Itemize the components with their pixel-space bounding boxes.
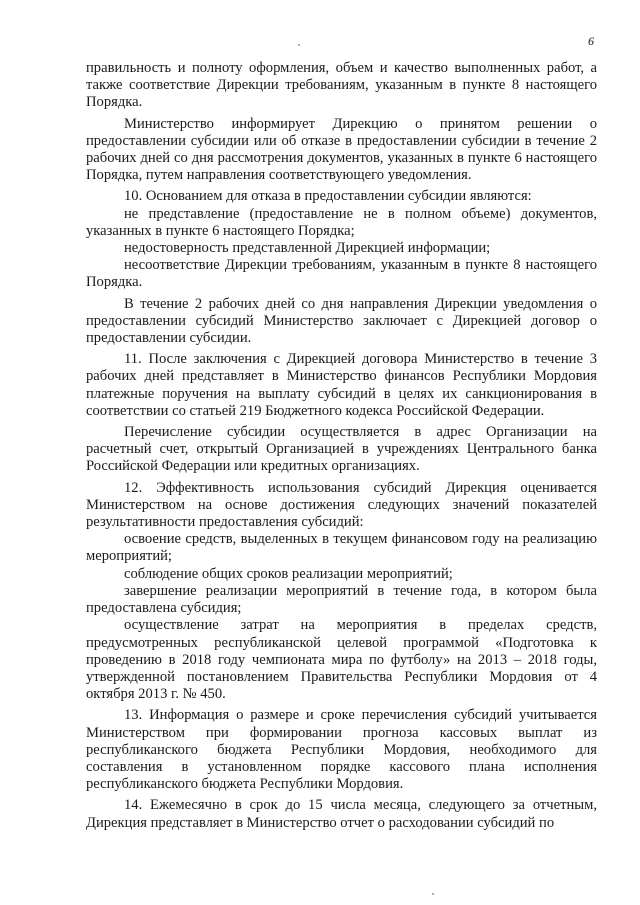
paragraph-item-10: 10. Основанием для отказа в предоставлении субсидии являются: (124, 188, 532, 205)
paragraph: освоение средств, выделенных в текущем финансовом году на реализацию мероприятий; (86, 531, 597, 565)
page-number: 6 (588, 34, 594, 48)
paragraph: Перечисление субсидии осуществляется в адрес Организации на расчетный счет, открытый Организацией в учреждениях Центрального банка Российской Федерации или кредитных организациях. (86, 424, 597, 475)
document-body (86, 60, 597, 836)
paragraph-item-14: 14. Ежемесячно в срок до 15 числа месяца, следующего за отчетным, Дирекция представляет в Министерство отчет о расходовании субсидий по (86, 797, 597, 831)
paragraph: несоответствие Дирекции требованиям, указанным в пункте 8 настоящего Порядка. (86, 257, 597, 291)
paragraph: недостоверность представленной Дирекцией информации; (124, 240, 491, 257)
paragraph: соблюдение общих сроков реализации мероприятий; (124, 565, 453, 582)
paragraph-item-11: 11. После заключения с Дирекцией договора Министерство в течение 3 рабочих дней представляет в Министерство финансов Республики Мордовия платежные поручения на выплату субсидий в целях их санкционирования в соответствии со статьей 219 Бюджетного кодекса Российской Федерации. (86, 351, 597, 419)
scan-speck (432, 893, 434, 895)
paragraph-item-12: 12. Эффективность использования субсидий Дирекция оценивается Министерством на основе достижения следующих значений показателей результативности предоставления субсидий: (86, 479, 597, 531)
paragraph: В течение 2 рабочих дней со дня направления Дирекции уведомления о предоставлении субсидий Министерство заключает с Дирекцией договор о предоставлении субсидии. (86, 295, 597, 347)
paragraph: осуществление затрат на мероприятия в пределах средств, предусмотренных республиканской целевой программой «Подготовка к проведению в 2018 году чемпионата мира по футболу» на 2013 – 2018 годы, утвержденной постановлением Правительства Республики Мордовия от 4 октября 2013 г. № 450. (86, 617, 597, 703)
paragraph-continued: правильность и полноту оформления, объем и качество выполненных работ, а также соответствие Дирекции требованиям, указанным в пункте 8 настоящего Порядка. (86, 60, 597, 111)
scan-speck (298, 44, 300, 46)
paragraph: Министерство информирует Дирекцию о принятом решении о предоставлении субсидии или об отказе в предоставлении субсидии в течение 2 рабочих дней со дня рассмотрения документов, указанных в пункте 6 настоящего Порядка, путем направления соответствующего уведомления. (86, 115, 597, 184)
paragraph-item-13: 13. Информация о размере и сроке перечисления субсидий учитывается Министерством при формировании прогноза кассовых выплат из республиканского бюджета Республики Мордовия, необходимого для составления в установленном порядке кассового плана исполнения республиканского бюджета Республики Мордовия. (86, 707, 597, 793)
paragraph: не представление (предоставление не в полном объеме) документов, указанных в пункте 6 настоящего Порядка; (86, 205, 597, 239)
paragraph: завершение реализации мероприятий в течение года, в котором была предоставлена субсидия; (86, 582, 597, 617)
